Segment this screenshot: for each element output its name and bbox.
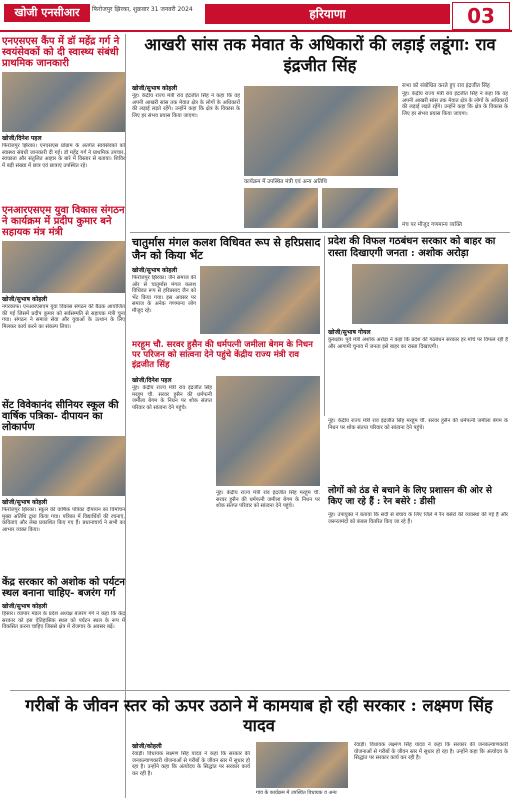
story4-headline: केंद्र सरकार को अशोक को पर्यटन स्थल बनाना चाहिए- बजरंग गर्ग <box>2 577 125 599</box>
bottom-photo <box>256 742 348 788</box>
story3-byline: खोजी/सुभाष कोहली <box>2 499 48 506</box>
story4-body: हिसार। व्यापार मंडल के प्रदेश अध्यक्ष बजरंग गर्ग ने कहा कि केंद्र सरकार को इस ऐतिहासिक स्थल को पर्यटन स्थल के रूप में विकसित करना चाहिए जिससे क्षेत्र में रोजगार के अवसर बढ़ें। <box>2 611 125 631</box>
condolence-headline: मरहूम चौ. सरवर हुसैन की धर्मपत्नी जमीला बेगम के निधन पर परिजन को सांत्वना देने पहुंचे केंद्रीय राज्य मंत्री राव इंद्रजीत सिंह <box>132 340 313 370</box>
lead-photo-c <box>322 188 398 228</box>
kalash-photo <box>200 266 320 334</box>
story4-byline: खोजी/सुभाष कोहली <box>2 603 48 610</box>
story2-byline: खोजी/सुभाष कोहली <box>2 296 48 303</box>
bottom-caption: गांव के कार्यक्रम में उपस्थित विधायक व अन्य <box>256 790 337 796</box>
kalash-byline: खोजी/सुभाष कोहली <box>132 267 178 274</box>
bottom-divider <box>10 690 510 691</box>
dateline: फिरोजपुर झिरका, शुक्रवार 31 जनवरी 2024 <box>92 6 193 13</box>
condolence-byline: खोजी/दिनेश पहल <box>132 377 172 384</box>
story3-body: फिरोजपुर झिरका। स्कूल की वार्षिक पत्रिका दीपायन का विमोचन मुख्य अतिथि द्वारा किया गया। पत्रिका में विद्यार्थियों की रचनाएं, कविताएं और लेख प्रकाशित किए गए हैं। प्रधानाचार्य ने सभी का आभार व्यक्त किया। <box>2 507 125 533</box>
kalash-body: फिरोजपुर झिरका। जैन समाज की ओर से चातुर्मास मंगल कलश विधिवत रूप से हरिप्रसाद जैन को भेंट किया गया। इस अवसर पर समाज के अनेक गणमान्य लोग मौजूद रहे। <box>132 275 196 314</box>
lead-photo-main <box>244 86 398 176</box>
divider <box>130 232 510 233</box>
lead-body: नूंह। केंद्रीय राज्य मंत्री राव इंद्रजीत सिंह ने कहा कि वह अपनी आखरी सांस तक मेवात क्षेत्र के लोगों के अधिकारों की लड़ाई लड़ते रहेंगे। उन्होंने कहा कि क्षेत्र के विकास के लिए हर संभव प्रयास किया जाएगा। <box>132 93 240 119</box>
condolence-text <box>132 374 212 565</box>
lead-side-text <box>402 82 508 230</box>
story1-photo <box>2 72 125 132</box>
condolence-body: नूंह। केंद्रीय राज्य मंत्री राव इंद्रजीत सिंह मरहूम चौ. सरवर हुसैन की धर्मपत्नी जमीला बेगम के निधन पर शोक संतप्त परिवार को सांत्वना देने पहुंचे। <box>132 385 212 411</box>
lead-body-cont: नूंह। केंद्रीय राज्य मंत्री राव इंद्रजीत सिंह ने कहा कि वह अपनी आखरी सांस तक मेवात क्षेत्र के लोगों के अधिकारों की लड़ाई लड़ते रहेंगे। उन्होंने कहा कि क्षेत्र के विकास के लिए हर संभव प्रयास किया जाएगा। <box>402 91 508 117</box>
story1-byline: खोजी/दिनेश पहल <box>2 135 42 142</box>
page-number: 03 <box>452 2 510 30</box>
lead-photo-b <box>244 188 318 228</box>
gathbandhan-byline: खोजी/सुभाष गोयल <box>328 329 371 336</box>
lead-caption-b: सभा को संबोधित करते हुए राव इंद्रजीत सिंह <box>402 83 490 89</box>
lead-caption-a: कार्यक्रम में उपस्थित मंत्री एवं अन्य अतिथि <box>244 179 327 185</box>
drain-body: नूंह। उपायुक्त ने बताया कि सर्दी से बचाव के लिए जिले में रैन बसेरों की व्यवस्था की गई है और जरूरतमंदों को कंबल वितरित किए जा रहे हैं। <box>328 512 508 525</box>
story1-body: फिरोजपुर झिरका। एनएसएस प्रोग्राम के अंतर्गत स्वयंसेवकों को स्वास्थ्य संबंधी जानकारी दी गई। डॉ महेंद्र गर्ग ने प्राथमिक उपचार, स्वच्छता और संतुलित आहार के बारे में विस्तार से बताया। शिविर में बड़ी संख्या में छात्र एवं छात्राएं उपस्थित रहे। <box>2 143 125 169</box>
lead-caption-c: मंच पर मौजूद गणमान्य व्यक्ति <box>402 222 463 228</box>
bottom-headline: गरीबों के जीवन स्तर को ऊपर उठाने में कामयाब हो रही सरकार : लक्ष्मण सिंह यादव <box>25 696 493 735</box>
gathbandhan-body: कुरुक्षेत्र। पूर्व मंत्री अशोक अरोड़ा ने कहा कि प्रदेश की गठबंधन सरकार हर मोर्चे पर विफल रही है और आगामी चुनाव में जनता इसे बाहर का रास्ता दिखाएगी। <box>328 337 508 350</box>
column-divider <box>324 236 325 416</box>
bottom-byline: खोजी/कोहली <box>132 743 162 750</box>
condolence-body-cont: नूंह। केंद्रीय राज्य मंत्री राव इंद्रजीत सिंह मरहूम चौ. सरवर हुसैन की धर्मपत्नी जमीला बेगम के निधन पर शोक संतप्त परिवार को सांत्वना देने पहुंचे। <box>216 490 320 510</box>
lead-text-block <box>132 82 240 233</box>
story1-headline: एनएसएस कैंप में डॉ महेंद्र गर्ग ने स्वयंसेवकों को दी स्वास्थ्य संबंधी प्राथमिक जानकारी <box>2 36 120 69</box>
drain-headline: लोगों को ठंड से बचाने के लिए प्रशासन की ओर से किए जा रहे हैं : रेन बसेरे : डीसी <box>328 486 492 507</box>
section-title: हरियाणा <box>205 4 450 24</box>
condolence-photo <box>216 376 320 486</box>
bottom-body: रेवाड़ी। विधायक लक्ष्मण सिंह यादव ने कहा कि सरकार की जनकल्याणकारी योजनाओं से गरीबों के जीवन स्तर में सुधार हो रहा है। उन्होंने कहा कि अंत्योदय के सिद्धांत पर सरकार कार्य कर रही है। <box>132 751 250 777</box>
story2-photo <box>2 241 125 293</box>
bottom-body-cont: रेवाड़ी। विधायक लक्ष्मण सिंह यादव ने कहा कि सरकार की जनकल्याणकारी योजनाओं से गरीबों के जीवन स्तर में सुधार हो रहा है। उन्होंने कहा कि अंत्योदय के सिद्धांत पर सरकार कार्य कर रही है। <box>354 742 508 762</box>
lead-headline: आखरी सांस तक मेवात के अधिकारों की लड़ाई लडूंगा: राव इंद्रजीत सिंह <box>144 35 496 75</box>
bottom-text <box>132 740 250 799</box>
lead-byline: खोजी/सुभाष कोहली <box>132 85 178 92</box>
gathbandhan-text <box>328 326 508 415</box>
header-rule <box>0 30 512 32</box>
story2-body: नगरकाफ। एनआरएसएम युवा विकास संगठन की बैठक आयोजित की गई जिसमें प्रदीप कुमार को सर्वसम्मति से सहायक मंत्री चुना गया। संगठन ने समाज सेवा और युवाओं के उत्थान के लिए मिलकर कार्य करने का संकल्प लिया। <box>2 304 125 330</box>
kalash-text <box>132 264 196 345</box>
condolence-side-body: नूंह। केंद्रीय राज्य मंत्री राव इंद्रजीत सिंह मरहूम चौ. सरवर हुसैन की धर्मपत्नी जमीला बेगम के निधन पर शोक संतप्त परिवार को सांत्वना देने पहुंचे। <box>328 418 508 431</box>
kalash-headline: चातुर्मास मंगल कलश विधिवत रूप से हरिप्रसाद जैन को किया भेंट <box>132 236 321 262</box>
left-column <box>2 34 126 798</box>
brand-logo: खोजी एनसीआर <box>4 4 90 22</box>
gathbandhan-photo <box>352 264 508 324</box>
story3-photo <box>2 436 125 496</box>
story3-headline: सेंट विवेकानंद सीनियर स्कूल की वार्षिक पत्रिका- दीपायन का लोकार्पण <box>2 400 119 433</box>
story2-headline: एनआरएसएम युवा विकास संगठन ने कार्यक्रम में प्रदीप कुमार बने सहायक मंत्र मंत्री <box>2 205 125 238</box>
masthead <box>0 0 512 34</box>
gathbandhan-headline: प्रदेश की विफल गठबंधन सरकार को बाहर का रास्ता दिखाएगी जनता : अशोक अरोड़ा <box>328 236 496 259</box>
